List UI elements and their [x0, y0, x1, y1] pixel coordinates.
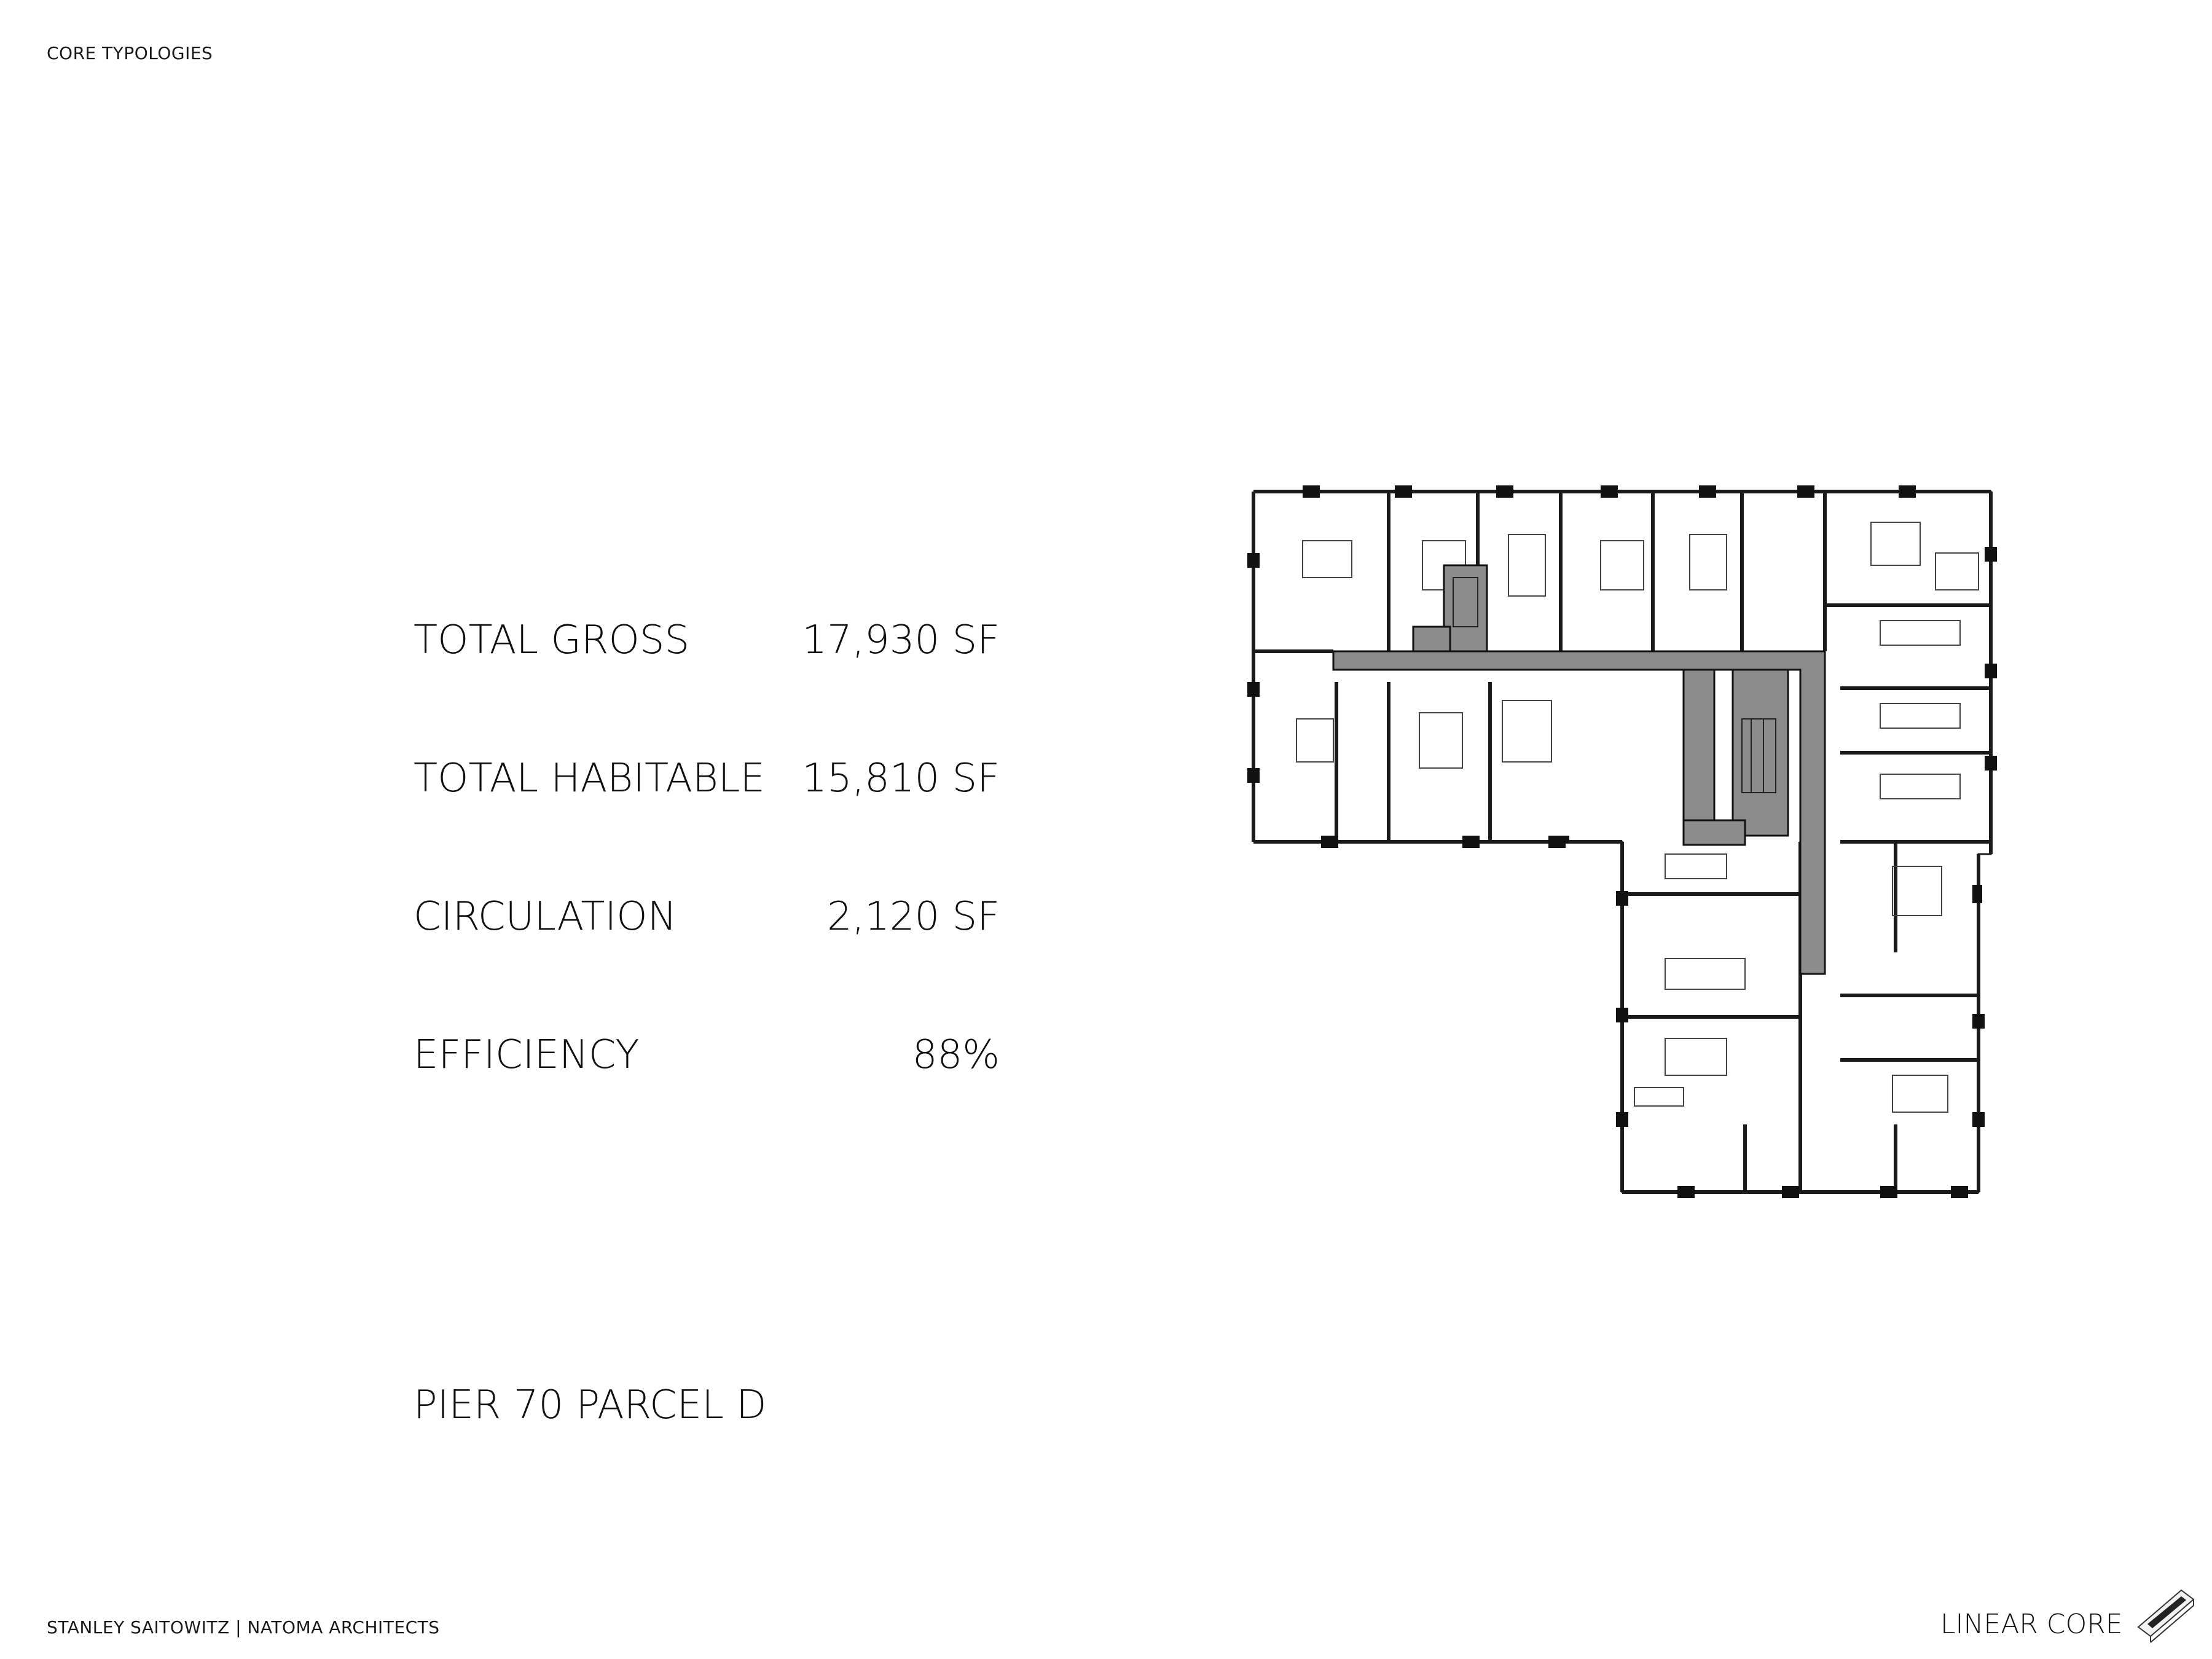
project-name: PIER 70 PARCEL D: [414, 1382, 767, 1428]
interior-fixtures: [1296, 522, 1979, 1112]
unit-walls: [1253, 492, 1991, 1192]
stat-value-circulation: 2,120 SF: [827, 894, 1000, 939]
stat-value-efficiency: 88%: [912, 1032, 1000, 1078]
stat-label-efficiency: EFFICIENCY: [414, 1032, 640, 1078]
stat-label-circulation: CIRCULATION: [414, 894, 677, 939]
stat-label-total-gross: TOTAL GROSS: [414, 618, 690, 663]
core-type-label: LINEAR CORE: [1940, 1609, 2123, 1640]
stat-value-total-gross: 17,930 SF: [802, 618, 1000, 663]
stat-value-total-habitable: 15,810 SF: [802, 756, 1000, 801]
stair-lines: [1453, 578, 1776, 793]
core-diagram-icon: [2132, 1578, 2200, 1645]
footer-credits: STANLEY SAITOWITZ | NATOMA ARCHITECTS: [47, 1617, 440, 1637]
section-header: CORE TYPOLOGIES: [47, 43, 213, 63]
stat-label-total-habitable: TOTAL HABITABLE: [414, 756, 765, 801]
floor-plan: [1241, 485, 2003, 1210]
